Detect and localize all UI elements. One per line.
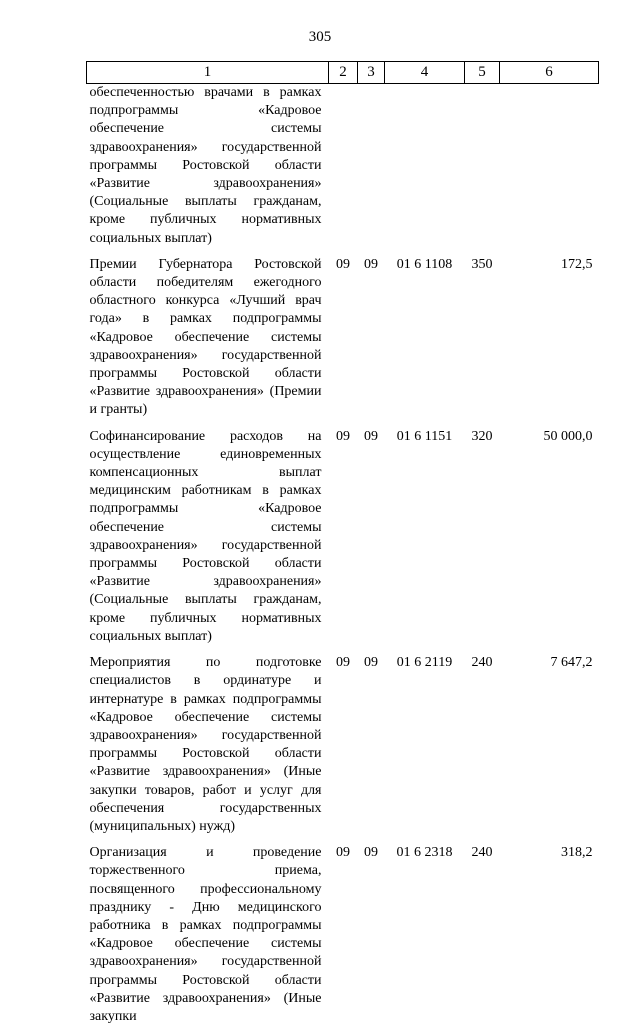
table-row: [87, 84, 599, 248]
row-description: Софинансирование расходов на осуществление единовременных компенсационных выплат медицинским работникам в рамках подпрограммы «Кадровое обеспечение системы здравоохранения» государственной программы Ростовской области «Развитие здравоохранения» (Социальные выплаты гражданам, кроме публичных нормативных социальных выплат): [87, 426, 329, 646]
table-row: [87, 254, 599, 420]
row-description: Мероприятия по подготовке специалистов в ординатуре и интернатуре в рамках подпрограммы «Кадровое обеспечение системы здравоохранения» государственной программы Ростовской области «Развитие здравоохранения» (Иные закупки товаров, работ и услуг для обеспечения государственных (муниципальных) нужд): [87, 652, 329, 836]
row-section: 09: [329, 842, 358, 1026]
column-header-2: 2: [329, 62, 358, 84]
column-header-4: 4: [385, 62, 465, 84]
row-expense-type: 350: [465, 254, 500, 420]
row-description: Премии Губернатора Ростовской области победителям ежегодного областного конкурса «Лучший врач года» в рамках подпрограммы «Кадровое обеспечение системы здравоохранения» государственной программы Ростовской области «Развитие здравоохранения» (Премии и гранты): [87, 254, 329, 420]
table-header: [87, 62, 599, 84]
row-subsection: 09: [358, 426, 385, 646]
row-description: обеспеченностью врачами в рамках подпрограммы «Кадровое обеспечение системы здравоохранения» государственной программы Ростовской области «Развитие здравоохранения» (Социальные выплаты гражданам, кроме публичных нормативных социальных выплат): [87, 84, 329, 248]
row-target-code: [385, 84, 465, 248]
budget-table: [86, 61, 599, 1026]
table-body: [87, 84, 599, 1026]
row-amount: 50 000,0: [500, 426, 599, 646]
table-row: [87, 426, 599, 646]
row-subsection: 09: [358, 254, 385, 420]
row-subsection: [358, 84, 385, 248]
row-subsection: 09: [358, 652, 385, 836]
row-amount: 7 647,2: [500, 652, 599, 836]
row-amount: [500, 84, 599, 248]
table-row: [87, 842, 599, 1026]
row-section: 09: [329, 254, 358, 420]
column-header-6: 6: [500, 62, 599, 84]
row-expense-type: 240: [465, 842, 500, 1026]
row-expense-type: 240: [465, 652, 500, 836]
row-amount: 172,5: [500, 254, 599, 420]
row-target-code: 01 6 1108: [385, 254, 465, 420]
table-row: [87, 652, 599, 836]
row-subsection: 09: [358, 842, 385, 1026]
column-header-1: 1: [87, 62, 329, 84]
row-section: 09: [329, 426, 358, 646]
row-target-code: 01 6 2119: [385, 652, 465, 836]
row-expense-type: 320: [465, 426, 500, 646]
column-header-3: 3: [358, 62, 385, 84]
column-header-5: 5: [465, 62, 500, 84]
page-number: 305: [0, 29, 640, 46]
row-target-code: 01 6 2318: [385, 842, 465, 1026]
row-target-code: 01 6 1151: [385, 426, 465, 646]
row-amount: 318,2: [500, 842, 599, 1026]
row-section: 09: [329, 652, 358, 836]
row-section: [329, 84, 358, 248]
row-description: Организация и проведение торжественного приема, посвященного профессиональному празднику - Дню медицинского работника в рамках подпрограммы «Кадровое обеспечение системы здравоохранения» государственной программы Ростовской области «Развитие здравоохранения» (Иные закупки: [87, 842, 329, 1026]
row-expense-type: [465, 84, 500, 248]
